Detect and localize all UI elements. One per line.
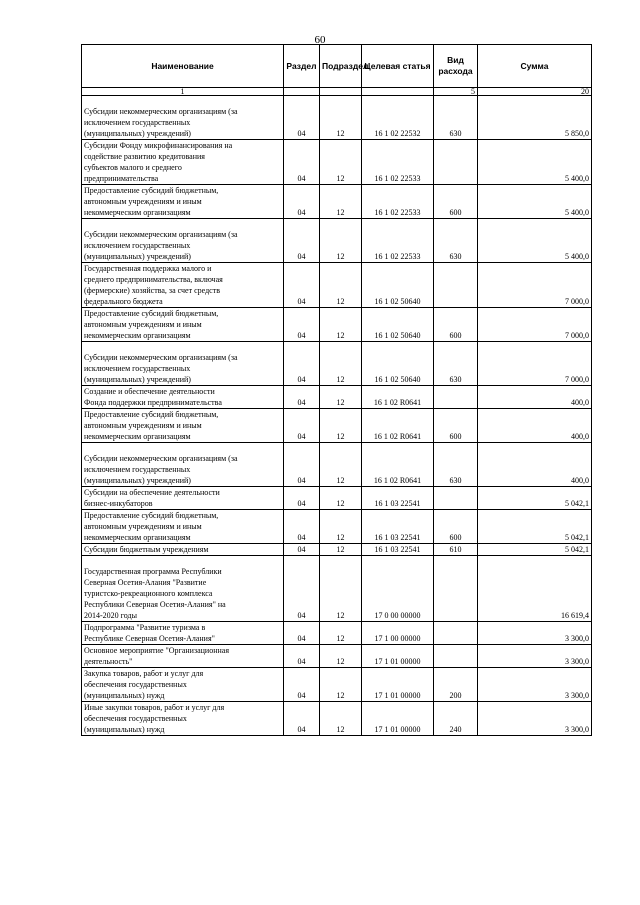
cell-subsection: 12 bbox=[320, 409, 362, 443]
cell-section: 04 bbox=[284, 668, 320, 702]
cell-expense-type: 200 bbox=[434, 668, 478, 702]
cell-amount: 5 042,1 bbox=[478, 510, 592, 544]
cell-section: 04 bbox=[284, 409, 320, 443]
header-expense-type: Вид расхода bbox=[434, 45, 478, 88]
cell-expense-type bbox=[434, 556, 478, 622]
cell-expense-type: 600 bbox=[434, 409, 478, 443]
column-number-row bbox=[82, 88, 592, 96]
cell-amount: 3 300,0 bbox=[478, 702, 592, 736]
table-row bbox=[82, 443, 592, 487]
cell-section: 04 bbox=[284, 443, 320, 487]
cell-name: Подпрограмма "Развитие туризма в Республике Северная Осетия-Алания" bbox=[82, 622, 284, 645]
cell-expense-type bbox=[434, 263, 478, 308]
table-row bbox=[82, 702, 592, 736]
cell-expense-type bbox=[434, 386, 478, 409]
cell-name: Предоставление субсидий бюджетным, автономным учреждениям и иным некоммерческим организациям bbox=[82, 510, 284, 544]
page-number: 60 bbox=[314, 34, 326, 46]
cell-section: 04 bbox=[284, 308, 320, 342]
cell-target: 16 1 02 R0641 bbox=[362, 443, 434, 487]
cell-subsection: 12 bbox=[320, 622, 362, 645]
table-row bbox=[82, 645, 592, 668]
table-row bbox=[82, 409, 592, 443]
cell-expense-type: 630 bbox=[434, 96, 478, 140]
cell-name: Субсидии бюджетным учреждениям bbox=[82, 544, 284, 556]
cell-target: 16 1 02 50640 bbox=[362, 263, 434, 308]
cell-subsection: 12 bbox=[320, 668, 362, 702]
table-row bbox=[82, 308, 592, 342]
cell-target: 16 1 03 22541 bbox=[362, 510, 434, 544]
cell-section: 04 bbox=[284, 556, 320, 622]
cell-target: 17 1 01 00000 bbox=[362, 702, 434, 736]
cell-subsection: 12 bbox=[320, 544, 362, 556]
table-row bbox=[82, 140, 592, 185]
cell-subsection: 12 bbox=[320, 386, 362, 409]
table-row bbox=[82, 342, 592, 386]
cell-name: Основное мероприятие "Организационная деятельность" bbox=[82, 645, 284, 668]
table-row bbox=[82, 622, 592, 645]
table-body bbox=[82, 88, 592, 736]
cell-amount: 400,0 bbox=[478, 386, 592, 409]
cell-amount: 5 042,1 bbox=[478, 544, 592, 556]
cell-amount: 5 042,1 bbox=[478, 487, 592, 510]
cell-name: Государственная программа Республики Северная Осетия-Алания "Развитие туристско-рекреационного комплекса Республики Северная Осетия-Алания" на 2014-2020 годы bbox=[82, 556, 284, 622]
colnum-amount: 20 bbox=[478, 88, 592, 96]
cell-name: Субсидии некоммерческим организациям (за исключением государственных (муниципальных) учреждений) bbox=[82, 96, 284, 140]
header-section: Раздел bbox=[284, 45, 320, 88]
table-row bbox=[82, 544, 592, 556]
cell-amount: 400,0 bbox=[478, 409, 592, 443]
colnum-target bbox=[362, 88, 434, 96]
cell-name: Предоставление субсидий бюджетным, автономным учреждениям и иным некоммерческим организациям bbox=[82, 185, 284, 219]
cell-target: 16 1 02 22532 bbox=[362, 96, 434, 140]
cell-amount: 3 300,0 bbox=[478, 622, 592, 645]
table-row bbox=[82, 487, 592, 510]
cell-expense-type bbox=[434, 645, 478, 668]
cell-section: 04 bbox=[284, 544, 320, 556]
cell-target: 17 0 00 00000 bbox=[362, 556, 434, 622]
cell-name: Субсидии Фонду микрофинансирования на содействие развитию кредитования субъектов малого и среднего предпринимательства bbox=[82, 140, 284, 185]
cell-expense-type: 610 bbox=[434, 544, 478, 556]
cell-target: 16 1 02 22533 bbox=[362, 219, 434, 263]
cell-amount: 5 400,0 bbox=[478, 219, 592, 263]
cell-name: Субсидии на обеспечение деятельности бизнес-инкубаторов bbox=[82, 487, 284, 510]
cell-expense-type: 630 bbox=[434, 342, 478, 386]
cell-section: 04 bbox=[284, 219, 320, 263]
cell-subsection: 12 bbox=[320, 342, 362, 386]
header-name: Наименование bbox=[82, 45, 284, 88]
cell-name: Субсидии некоммерческим организациям (за исключением государственных (муниципальных) учреждений) bbox=[82, 219, 284, 263]
cell-subsection: 12 bbox=[320, 443, 362, 487]
cell-amount: 7 000,0 bbox=[478, 342, 592, 386]
cell-subsection: 12 bbox=[320, 510, 362, 544]
cell-amount: 7 000,0 bbox=[478, 263, 592, 308]
cell-target: 16 1 02 22533 bbox=[362, 140, 434, 185]
cell-target: 16 1 02 22533 bbox=[362, 185, 434, 219]
cell-name: Создание и обеспечение деятельности Фонда поддержки предпринимательства bbox=[82, 386, 284, 409]
cell-amount: 5 400,0 bbox=[478, 185, 592, 219]
cell-amount: 400,0 bbox=[478, 443, 592, 487]
cell-target: 17 1 00 00000 bbox=[362, 622, 434, 645]
cell-name: Государственная поддержка малого и среднего предпринимательства, включая (фермерские) хозяйства, за счет средств федерального бюджета bbox=[82, 263, 284, 308]
cell-expense-type: 600 bbox=[434, 510, 478, 544]
cell-amount: 5 850,0 bbox=[478, 96, 592, 140]
cell-section: 04 bbox=[284, 510, 320, 544]
table-row bbox=[82, 510, 592, 544]
cell-expense-type: 600 bbox=[434, 308, 478, 342]
cell-subsection: 12 bbox=[320, 645, 362, 668]
cell-name: Субсидии некоммерческим организациям (за исключением государственных (муниципальных) учреждений) bbox=[82, 443, 284, 487]
cell-subsection: 12 bbox=[320, 556, 362, 622]
cell-expense-type bbox=[434, 622, 478, 645]
cell-section: 04 bbox=[284, 702, 320, 736]
cell-section: 04 bbox=[284, 622, 320, 645]
header-subsection: Подраздел bbox=[320, 45, 362, 88]
cell-target: 16 1 03 22541 bbox=[362, 544, 434, 556]
table-header-row bbox=[82, 45, 592, 88]
table-row bbox=[82, 668, 592, 702]
cell-name: Предоставление субсидий бюджетным, автономным учреждениям и иным некоммерческим организациям bbox=[82, 308, 284, 342]
cell-section: 04 bbox=[284, 140, 320, 185]
cell-expense-type: 600 bbox=[434, 185, 478, 219]
cell-target: 16 1 02 50640 bbox=[362, 308, 434, 342]
cell-section: 04 bbox=[284, 342, 320, 386]
cell-name: Иные закупки товаров, работ и услуг для обеспечения государственных (муниципальных) нужд bbox=[82, 702, 284, 736]
cell-expense-type: 240 bbox=[434, 702, 478, 736]
colnum-subsection bbox=[320, 88, 362, 96]
cell-section: 04 bbox=[284, 263, 320, 308]
table-row bbox=[82, 386, 592, 409]
cell-amount: 7 000,0 bbox=[478, 308, 592, 342]
cell-name: Закупка товаров, работ и услуг для обеспечения государственных (муниципальных) нужд bbox=[82, 668, 284, 702]
cell-section: 04 bbox=[284, 487, 320, 510]
cell-expense-type bbox=[434, 140, 478, 185]
cell-expense-type: 630 bbox=[434, 443, 478, 487]
cell-target: 17 1 01 00000 bbox=[362, 645, 434, 668]
cell-section: 04 bbox=[284, 185, 320, 219]
cell-subsection: 12 bbox=[320, 702, 362, 736]
cell-section: 04 bbox=[284, 386, 320, 409]
cell-target: 17 1 01 00000 bbox=[362, 668, 434, 702]
cell-expense-type: 630 bbox=[434, 219, 478, 263]
cell-target: 16 1 03 22541 bbox=[362, 487, 434, 510]
budget-table bbox=[81, 44, 592, 736]
cell-subsection: 12 bbox=[320, 263, 362, 308]
cell-target: 16 1 02 R0641 bbox=[362, 386, 434, 409]
cell-target: 16 1 02 50640 bbox=[362, 342, 434, 386]
cell-subsection: 12 bbox=[320, 185, 362, 219]
cell-amount: 3 300,0 bbox=[478, 668, 592, 702]
cell-section: 04 bbox=[284, 645, 320, 668]
cell-target: 16 1 02 R0641 bbox=[362, 409, 434, 443]
cell-subsection: 12 bbox=[320, 487, 362, 510]
cell-section: 04 bbox=[284, 96, 320, 140]
cell-subsection: 12 bbox=[320, 308, 362, 342]
table-row bbox=[82, 219, 592, 263]
cell-amount: 5 400,0 bbox=[478, 140, 592, 185]
table-row bbox=[82, 263, 592, 308]
colnum-section bbox=[284, 88, 320, 96]
colnum-expense-type: 5 bbox=[434, 88, 478, 96]
cell-subsection: 12 bbox=[320, 140, 362, 185]
cell-name: Субсидии некоммерческим организациям (за исключением государственных (муниципальных) учреждений) bbox=[82, 342, 284, 386]
cell-subsection: 12 bbox=[320, 219, 362, 263]
table-row bbox=[82, 556, 592, 622]
cell-name: Предоставление субсидий бюджетным, автономным учреждениям и иным некоммерческим организациям bbox=[82, 409, 284, 443]
cell-amount: 3 300,0 bbox=[478, 645, 592, 668]
colnum-name: 1 bbox=[82, 88, 284, 96]
table-row bbox=[82, 185, 592, 219]
header-target: Целевая статья bbox=[362, 45, 434, 88]
cell-expense-type bbox=[434, 487, 478, 510]
table-row bbox=[82, 96, 592, 140]
header-amount: Сумма bbox=[478, 45, 592, 88]
cell-subsection: 12 bbox=[320, 96, 362, 140]
cell-amount: 16 619,4 bbox=[478, 556, 592, 622]
